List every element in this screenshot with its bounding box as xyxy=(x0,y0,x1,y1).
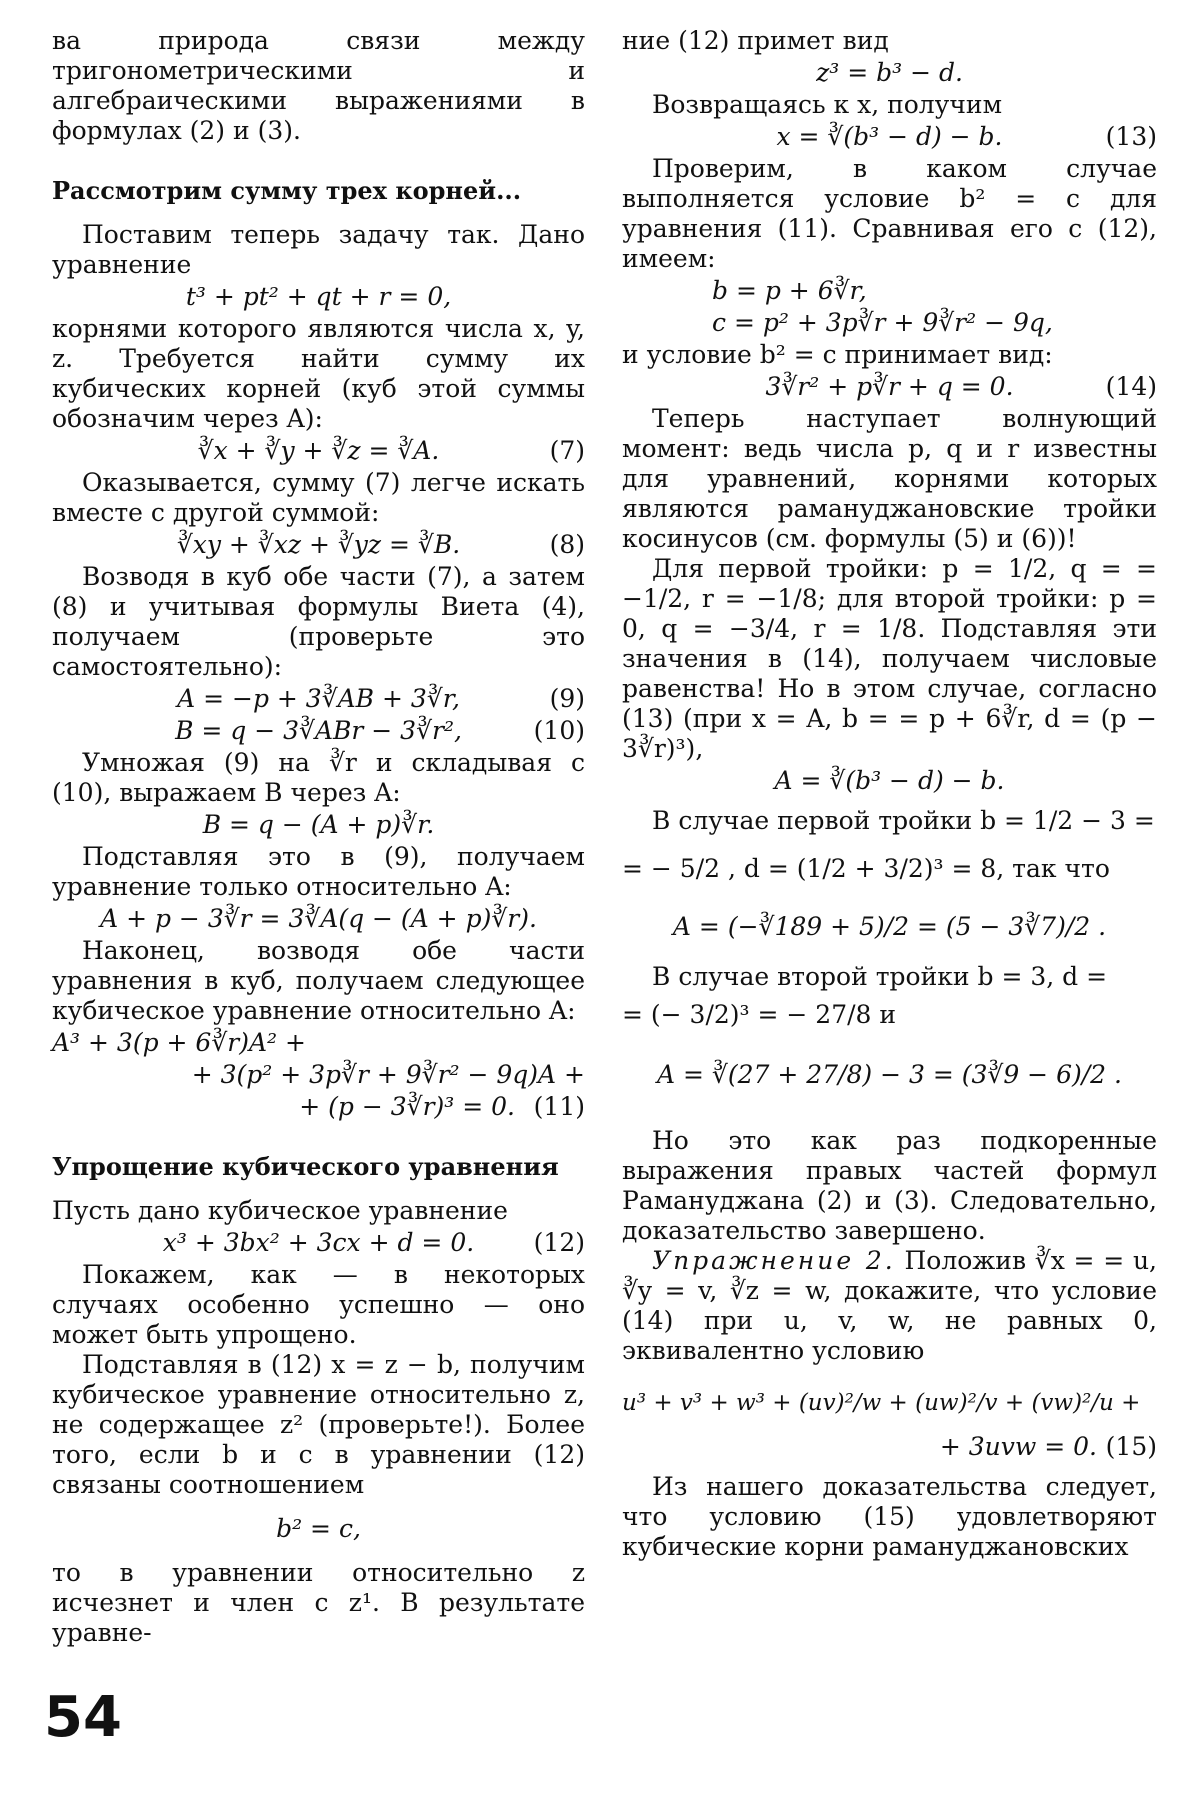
formula-10 xyxy=(52,716,585,746)
formula-text: B = q − 3∛ABr − 3∛r², xyxy=(175,716,462,745)
formula-text: + 3(p² + 3p∛r + 9∛r² − 9q)A + xyxy=(191,1060,585,1089)
formula-text: A = −p + 3∛AB + 3∛r, xyxy=(177,684,460,713)
exercise-text: Положив ∛x = = u, ∛y = v, ∛z = w, докажите, что условие (14) при u, v, w, не равных 0, эквивалентно условию xyxy=(622,1246,1158,1365)
paragraph: корнями которого являются числа x, y, z. Требуется найти сумму их кубических корней (куб этой суммы обозначим через A): xyxy=(52,314,585,433)
formula-8 xyxy=(52,530,585,560)
formula-text: + (p − 3∛r)³ = 0. xyxy=(299,1092,515,1121)
formula-text: b² = c, xyxy=(276,1514,361,1543)
equation-number: (14) xyxy=(1105,372,1157,401)
paragraph: Возводя в куб обе части (7), а затем (8) и учитывая формулы Виета (4), получаем (проверьте это самостоятельно): xyxy=(52,562,585,681)
formula xyxy=(52,282,585,312)
equation-number: (9) xyxy=(549,684,585,713)
formula-15-line-1 xyxy=(622,1388,1157,1418)
paragraph: и условие b² = c принимает вид: xyxy=(622,340,1053,369)
paragraph: Поставим теперь задачу так. Дано уравнение xyxy=(52,220,585,279)
right-column xyxy=(622,26,1157,1562)
paragraph: Пусть дано кубическое уравнение xyxy=(52,1196,508,1225)
formula-7 xyxy=(52,436,585,466)
paragraph: ние (12) примет вид xyxy=(622,26,889,55)
equation-number: (12) xyxy=(533,1228,585,1257)
formula-11-line-2 xyxy=(52,1060,585,1090)
formula-9 xyxy=(52,684,585,714)
paragraph: Наконец, возводя обе части уравнения в куб, получаем следующее кубическое уравнение относительно A: xyxy=(52,936,585,1025)
equation-number: (11) xyxy=(533,1092,585,1121)
formula-14 xyxy=(622,372,1157,402)
equation-number: (15) xyxy=(1105,1432,1157,1461)
paragraph: Подставляя это в (9), получаем уравнение только относительно A: xyxy=(52,842,585,901)
page-number: 54 xyxy=(44,1685,122,1750)
formula-text: A = (−∛189 + 5)/2 = (5 − 3∛7)/2 . xyxy=(672,912,1107,941)
formula-text: B = q − (A + p)∛r. xyxy=(202,810,435,839)
paragraph: Возвращаясь к x, получим xyxy=(652,90,1003,119)
formula-text: A = ∛(27 + 27/8) − 3 = (3∛9 − 6)/2 . xyxy=(657,1060,1122,1089)
paragraph: = − 5/2 , d = (1/2 + 3/2)³ = 8, так что xyxy=(622,854,1110,883)
formula-text: 3∛r² + p∛r + q = 0. xyxy=(765,372,1014,401)
formula-text: ∛x + ∛y + ∛z = ∛A. xyxy=(197,436,440,465)
equation-number: (13) xyxy=(1105,122,1157,151)
formula-15-line-2 xyxy=(622,1432,1157,1462)
formula-text: t³ + pt² + qt + r = 0, xyxy=(185,282,452,311)
formula xyxy=(52,810,585,840)
paragraph: Для первой тройки: p = 1/2, q = = −1/2, r = −1/8; для второй тройки: p = 0, q = −3/4, r = 1/8. Подставляя эти значения в (14), получаем числовые равенства! Но в этом случае, согласно (13) (при x = A, b = = p + 6∛r, d = (p − 3∛r)³), xyxy=(622,554,1157,763)
formula xyxy=(622,904,1157,950)
paragraph: Но это как раз подкоренные выражения правых частей формул Рамануджана (2) и (3). Следовательно, доказательство завершено. xyxy=(622,1126,1157,1245)
formula xyxy=(52,904,585,934)
paragraph: Оказывается, сумму (7) легче искать вместе с другой суммой: xyxy=(52,468,585,527)
formula-text: A + p − 3∛r = 3∛A(q − (A + p)∛r). xyxy=(100,904,537,933)
formula-text: A = ∛(b³ − d) − b. xyxy=(774,766,1005,795)
paragraph: В случае второй тройки b = 3, d = xyxy=(652,962,1108,991)
formula-text: x = ∛(b³ − d) − b. xyxy=(776,122,1003,151)
formula xyxy=(622,766,1157,796)
formula xyxy=(52,1514,585,1544)
section-heading: Упрощение кубического уравнения xyxy=(52,1152,559,1181)
formula-11-line-1 xyxy=(52,1028,585,1058)
formula-text: + 3uvw = 0. xyxy=(939,1432,1097,1461)
exercise-label: Упражнение 2. xyxy=(652,1246,896,1275)
paragraph: Покажем, как — в некоторых случаях особенно успешно — оно может быть упрощено. xyxy=(52,1260,585,1349)
exercise-paragraph xyxy=(622,1246,1157,1366)
formula xyxy=(622,58,1157,88)
left-column xyxy=(52,26,585,1648)
formula-text: u³ + v³ + w³ + (uv)²/w + (uw)²/v + (vw)²/u + xyxy=(622,1390,1141,1416)
formula-text: c = p² + 3p∛r + 9∛r² − 9q, xyxy=(712,308,1053,337)
paragraph: Проверим, в каком случае выполняется условие b² = c для уравнения (11). Сравнивая его с (12), имеем: xyxy=(622,154,1157,273)
paragraph: В случае первой тройки b = 1/2 − 3 = xyxy=(652,806,1155,835)
formula-text: z³ = b³ − d. xyxy=(816,58,963,87)
formula xyxy=(622,276,1157,306)
paragraph: Из нашего доказательства следует, что условию (15) удовлетворяют кубические корни рамануджановских xyxy=(622,1472,1157,1561)
paragraph: Умножая (9) на ∛r и складывая с (10), выражаем B через A: xyxy=(52,748,585,807)
equation-number: (10) xyxy=(533,716,585,745)
paragraph: = (− 3/2)³ = − 27/8 и xyxy=(622,1000,897,1029)
equation-number: (8) xyxy=(549,530,585,559)
formula-12 xyxy=(52,1228,585,1258)
formula-text: A³ + 3(p + 6∛r)A² + xyxy=(52,1028,306,1057)
paragraph: ва природа связи между тригонометрическими и алгебраическими выражениями в формулах (2) и (3). xyxy=(52,26,585,145)
paragraph: Подставляя в (12) x = z − b, получим кубическое уравнение относительно z, не содержащее z² (проверьте!). Более того, если b и c в уравнении (12) связаны соотношением xyxy=(52,1350,585,1499)
formula-11-line-3 xyxy=(52,1092,585,1122)
formula-text: b = p + 6∛r, xyxy=(712,276,867,305)
formula-13 xyxy=(622,122,1157,152)
formula xyxy=(622,308,1157,338)
formula-text: x³ + 3bx² + 3cx + d = 0. xyxy=(162,1228,475,1257)
paragraph: Теперь наступает волнующий момент: ведь числа p, q и r известны для уравнений, корнями которых являются рамануджановские тройки косинусов (см. формулы (5) и (6))! xyxy=(622,404,1157,553)
formula xyxy=(622,1052,1157,1098)
formula-text: ∛xy + ∛xz + ∛yz = ∛B. xyxy=(176,530,461,559)
section-heading: Рассмотрим сумму трех корней... xyxy=(52,176,522,205)
paragraph: то в уравнении относительно z исчезнет и член с z¹. В результате уравне- xyxy=(52,1558,585,1647)
equation-number: (7) xyxy=(549,436,585,465)
